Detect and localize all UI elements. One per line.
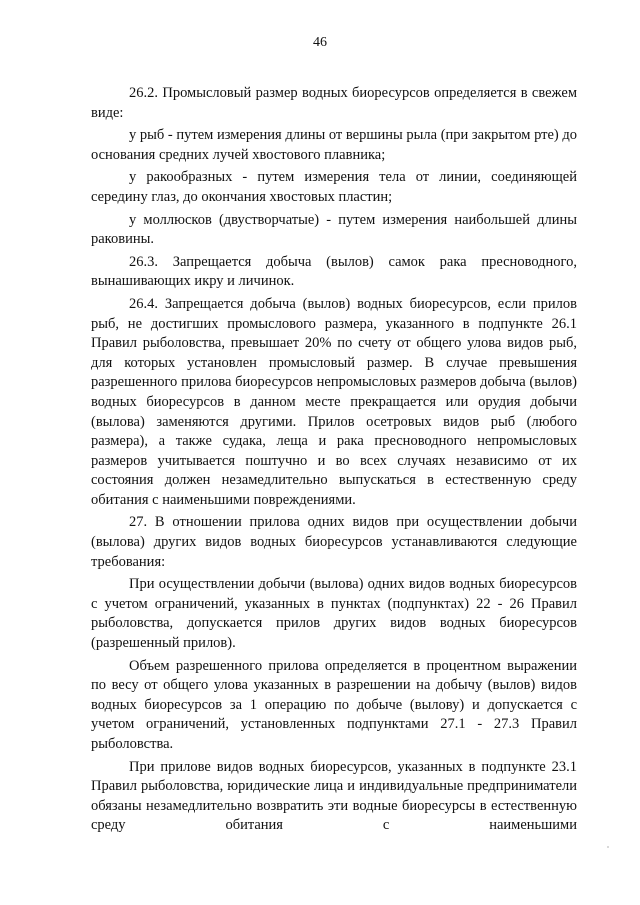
paragraph-27: 27. В отношении прилова одних видов при осуществлении добычи (вылова) других видов водных биоресурсов устанавливаются следующие требования: bbox=[91, 514, 577, 570]
paragraph-bycatch-return: При прилове видов водных биоресурсов, указанных в подпункте 23.1 Правил рыболовства, юридические лица и индивидуальные предприниматели обязаны незамедлительно возвратить эти водные биоресурсы в естественную среду обитания с наименьшими bbox=[91, 758, 577, 834]
paragraph-26-3: 26.3. Запрещается добыча (вылов) самок рака пресноводного, вынашивающих икру и личинок. bbox=[91, 253, 577, 290]
paragraph-bycatch-volume: Объем разрешенного прилова определяется в процентном выражении по весу от общего улова указанных в разрешении на добычу (вылов) видов водных биоресурсов за 1 операцию по добыче (вылову) и допускается с учетом ограничений, установленных подпунктами 27.1 - 27.3 Правил рыболовства. bbox=[91, 657, 577, 752]
page-number: 46 bbox=[313, 35, 327, 50]
paragraph-26-2: 26.2. Промысловый размер водных биоресурсов определяется в свежем виде: bbox=[91, 85, 577, 121]
scan-speck bbox=[607, 846, 609, 848]
paragraph-26-4: 26.4. Запрещается добыча (вылов) водных биоресурсов, если прилов рыб, не достигших промыслового размера, указанного в подпункте 26.1 Правил рыболовства, превышает 20% по счету от общего улова видов рыб, для которых установлен промысловый размер. В случае превышения разрешенного прилова биоресурсов непромысловых размеров добыча (вылов) водных биоресурсов в данном месте прекращается или орудия добычи (вылова) заменяются другими. Прилов осетровых видов рыб (любого размера), а также судака, леща и рака пресноводного непромысловых размеров учитывается поштучно и во всех случаях независимо от их состояния должен незамедлительно выпускаться в естественную среду обитания с наименьшими повреждениями. bbox=[91, 295, 577, 508]
paragraph-mollusc-measurement: у моллюсков (двустворчатые) - путем измерения наибольшей длины раковины. bbox=[91, 211, 577, 248]
paragraph-crustacean-measurement: у ракообразных - путем измерения тела от линии, соединяющей середину глаз, до окончания хвостовых пластин; bbox=[91, 169, 577, 205]
paragraph-fish-measurement: у рыб - путем измерения длины от вершины рыла (при закрытом рте) до основания средних лучей хвостового плавника; bbox=[91, 127, 577, 163]
body-text bbox=[91, 84, 577, 836]
paragraph-permitted-bycatch: При осуществлении добычи (вылова) одних видов водных биоресурсов с учетом ограничений, указанных в пунктах (подпунктах) 22 - 26 Правил рыболовства, допускается прилов других видов водных биоресурсов (разрешенный прилов). bbox=[91, 576, 577, 652]
